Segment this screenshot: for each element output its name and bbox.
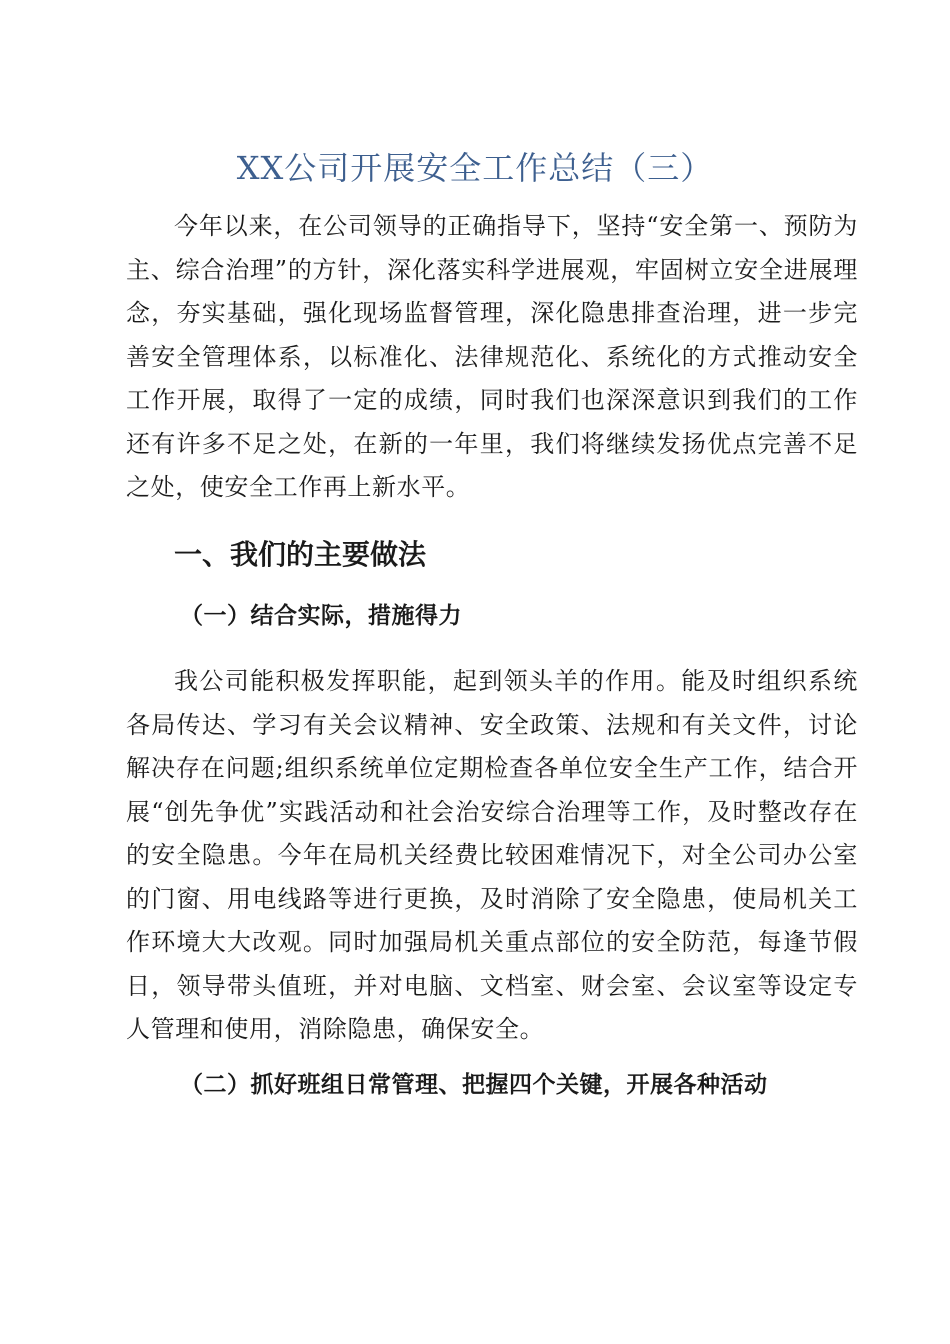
document-title: XX公司开展安全工作总结（三） — [236, 149, 714, 187]
subsection-heading-2: （二）抓好班组日常管理、把握四个关键，开展各种活动 — [180, 1071, 768, 1098]
section-heading-1: 一、我们的主要做法 — [174, 538, 427, 571]
intro-paragraph: 今年以来，在公司领导的正确指导下，坚持“安全第一、预防为主、综合治理”的方针，深化落实科学进展观，牢固树立安全进展理念，夯实基础，强化现场监督管理，深化隐患排查治理，进一步完善安全管理体系，以标准化、法律规范化、系统化的方式推动安全工作开展，取得了一定的成绩，同时我们也深深意识到我们的工作还有许多不足之处，在新的一年里，我们将继续发扬优点完善不足之处，使安全工作再上新水平。 — [126, 212, 858, 501]
body-paragraph-2: 我公司能积极发挥职能，起到领头羊的作用。能及时组织系统各局传达、学习有关会议精神、安全政策、法规和有关文件，讨论解决存在问题;组织系统单位定期检查各单位安全生产工作，结合开展“创先争优”实践活动和社会治安综合治理等工作，及时整改存在的安全隐患。今年在局机关经费比较困难情况下，对全公司办公室的门窗、用电线路等进行更换，及时消除了安全隐患，使局机关工作环境大大改观。同时加强局机关重点部位的安全防范，每逢节假日，领导带头值班，并对电脑、文档室、财会室、会议室等设定专人管理和使用，消除隐患，确保安全。 — [126, 667, 858, 1043]
subsection-heading-1: （一）结合实际，措施得力 — [180, 602, 462, 629]
